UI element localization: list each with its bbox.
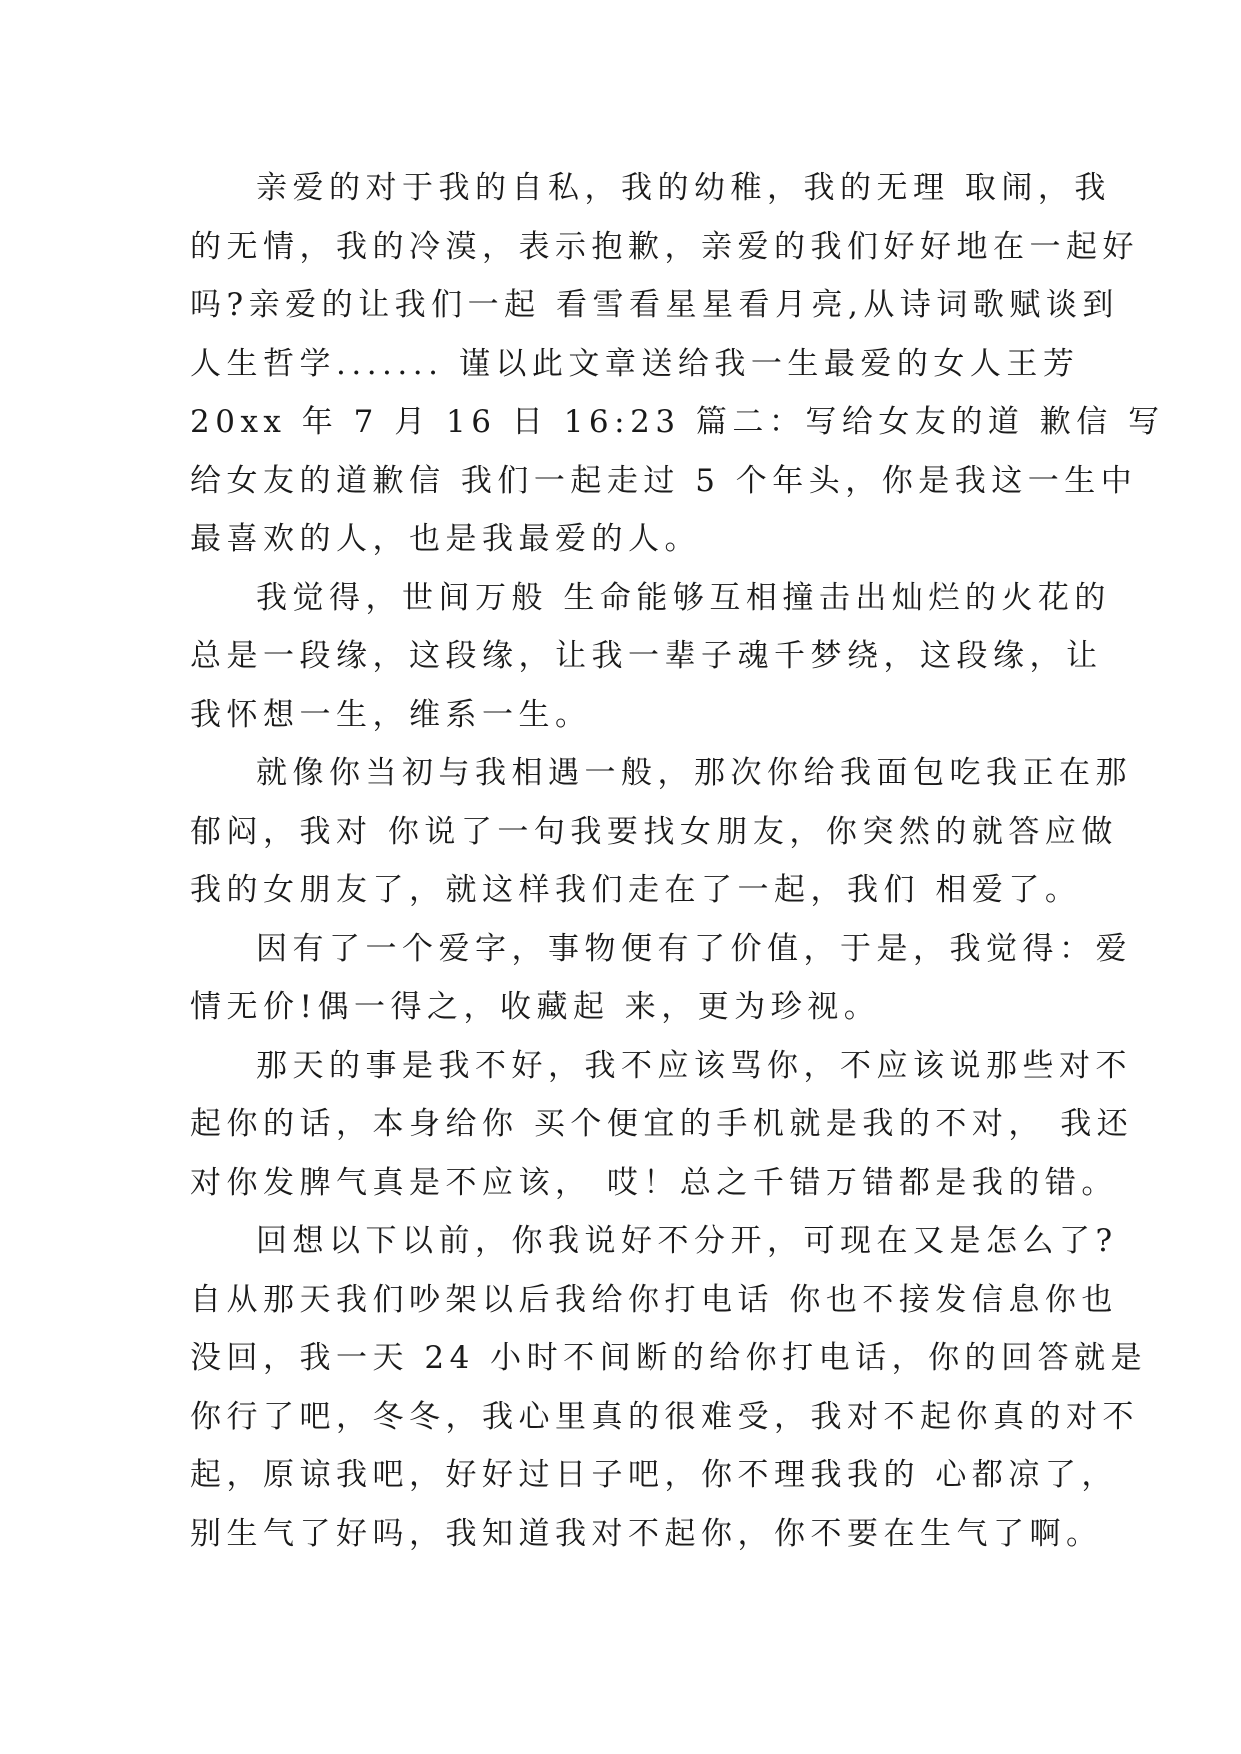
text-line: 我觉得，世间万般 生命能够互相撞击出灿烂的火花的	[256, 579, 1111, 616]
text-line: 20xx 年 7 月 16 日 16:23 篇二：写给女友的道 歉信 写	[190, 404, 1165, 440]
paragraph-1	[190, 159, 1165, 569]
paragraph-2	[190, 569, 1111, 745]
text-line: 人生哲学....... 谨以此文章送给我一生最爱的女人王芳	[190, 345, 1080, 382]
document-body	[190, 159, 1165, 1563]
text-line: 我的女朋友了，就这样我们走在了一起，我们 相爱了。	[190, 872, 1082, 908]
text-line: 因有了一个爱字，事物便有了价值，于是，我觉得：爱	[256, 930, 1132, 967]
text-line: 总是一段缘，这段缘，让我一辈子魂千梦绕，这段缘，让	[190, 638, 1103, 674]
text-line: 给女友的道歉信 我们一起走过 5 个年头，你是我这一生中	[190, 462, 1138, 499]
text-line: 情无价!偶一得之，收藏起 来，更为珍视。	[190, 989, 881, 1025]
text-line: 你行了吧，冬冬，我心里真的很难受，我对不起你真的对不	[190, 1398, 1139, 1435]
text-line: 郁闷，我对 你说了一句我要找女朋友，你突然的就答应做	[190, 813, 1118, 850]
text-line: 起你的话，本身给你 买个便宜的手机就是我的不对， 我还	[190, 1106, 1134, 1142]
text-line: 对你发脾气真是不应该， 哎！总之千错万错都是我的错。	[190, 1164, 1118, 1201]
text-line: 亲爱的对于我的自私，我的幼稚，我的无理 取闹，我	[256, 170, 1111, 206]
text-line: 那天的事是我不好，我不应该骂你，不应该说那些对不	[256, 1047, 1132, 1084]
text-line: 我怀想一生，维系一生。	[190, 696, 592, 733]
paragraph-3	[190, 744, 1132, 920]
paragraph-5	[190, 1037, 1134, 1213]
text-line: 最喜欢的人，也是我最爱的人。	[190, 521, 701, 557]
text-line: 回想以下以前，你我说好不分开，可现在又是怎么了?	[256, 1223, 1118, 1259]
text-line: 没回，我一天 24 小时不间断的给你打电话，你的回答就是	[190, 1340, 1148, 1376]
text-line: 吗?亲爱的让我们一起 看雪看星星看月亮,从诗词歌赋谈到	[190, 287, 1119, 323]
text-line: 就像你当初与我相遇一般，那次你给我面包吃我正在那	[256, 755, 1132, 791]
paragraph-4	[190, 920, 1132, 1037]
text-line: 别生气了好吗，我知道我对不起你，你不要在生气了啊。	[190, 1515, 1103, 1552]
text-line: 的无情，我的冷漠，表示抱歉，亲爱的我们好好地在一起好	[190, 228, 1139, 265]
paragraph-6	[190, 1212, 1148, 1563]
text-line: 自从那天我们吵架以后我给你打电话 你也不接发信息你也	[190, 1281, 1118, 1318]
text-line: 起，原谅我吧，好好过日子吧，你不理我我的 心都凉了，	[190, 1457, 1118, 1493]
